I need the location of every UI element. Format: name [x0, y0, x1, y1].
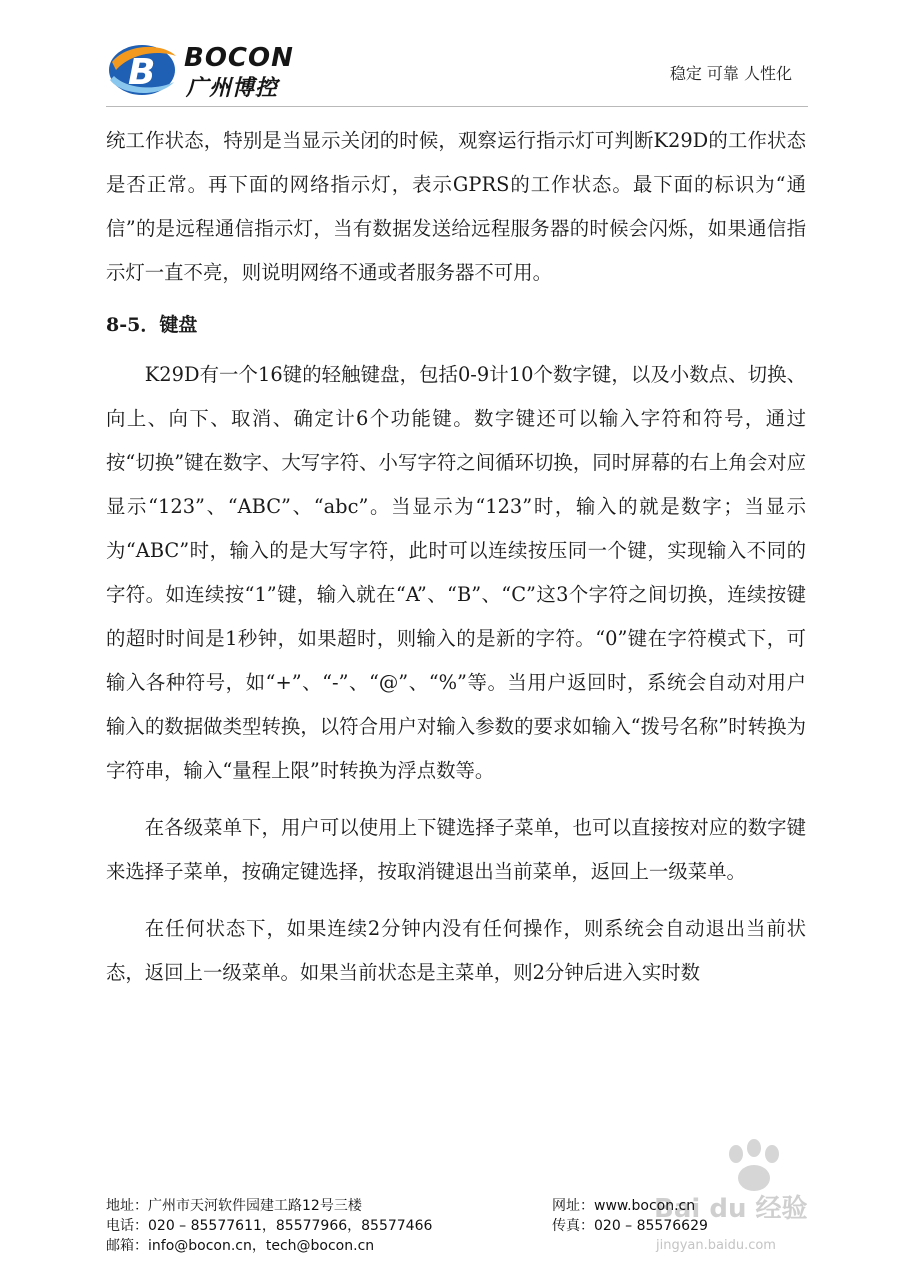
- footer-address: 地址：广州市天河软件园建工路12号三楼: [106, 1198, 362, 1214]
- header-divider: [106, 106, 808, 107]
- footer-contact-left: [106, 1196, 546, 1256]
- paragraph-4: 在任何状态下，如果连续2分钟内没有任何操作，则系统会自动退出当前状态，返回上一级菜单。如果当前状态是主菜单，则2分钟后进入实时数: [106, 917, 806, 984]
- paw-icon: [720, 1138, 790, 1194]
- footer-contact-right: [552, 1196, 806, 1236]
- logo-emblem-icon: [106, 40, 178, 98]
- bocon-logo: [106, 40, 316, 101]
- footer-website: 网址：www.bocon.cn: [552, 1198, 696, 1214]
- document-body: [106, 119, 806, 995]
- watermark-url: jingyan.baidu.com: [656, 1238, 776, 1253]
- footer-fax: 传真：020 – 85576629: [552, 1218, 708, 1234]
- watermark-text: Bai du 经验: [654, 1194, 808, 1224]
- brand-name-cn: 广州博控: [186, 76, 279, 101]
- paragraph-3: 在各级菜单下，用户可以使用上下键选择子菜单，也可以直接按对应的数字键来选择子菜单，按确定键选择，按取消键退出当前菜单，返回上一级菜单。: [106, 816, 806, 883]
- paragraph-gap: [106, 894, 806, 907]
- paragraph-1: 统工作状态，特别是当显示关闭的时候，观察运行指示灯可判断K29D的工作状态是否正常。再下面的网络指示灯，表示GPRS的工作状态。最下面的标识为“通信”的是远程通信指示灯，当有数据发送给远程服务器的时候会闪烁，如果通信指示灯一直不亮，则说明网络不通或者服务器不可用。: [106, 129, 806, 284]
- page-footer: [106, 1196, 806, 1256]
- section-heading: 8-5．键盘: [106, 314, 198, 336]
- footer-phone: 电话：020 – 85577611，85577966，85577466: [106, 1218, 433, 1234]
- footer-email: 邮箱：info@bocon.cn，tech@bocon.cn: [106, 1238, 375, 1254]
- brand-name-en: BOCON: [184, 43, 294, 73]
- paragraph-2: K29D有一个16键的轻触键盘，包括0-9计10个数字键，以及小数点、切换、向上、向下、取消、确定计6个功能键。数字键还可以输入字符和符号，通过按“切换”键在数字、大写字符、小写字符之间循环切换，同时屏幕的右上角会对应显示“123”、“ABC”、“abc”。当显示为“123”时，输入的就是数字；当显示为“ABC”时，输入的是大写字符，此时可以连续按压同一个键，实现输入不同的字符。如连续按“1”键，输入就在“A”、“B”、“C”这3个字符之间切换，连续按键的超时时间是1秒钟，如果超时，则输入的是新的字符。“0”键在字符模式下，可输入各种符号，如“+”、“-”、“@”、“%”等。当用户返回时，系统会自动对用户输入的数据做类型转换，以符合用户对输入参数的要求如输入“拨号名称”时转换为字符串，输入“量程上限”时转换为浮点数等。: [106, 363, 806, 782]
- paragraph-gap: [106, 793, 806, 806]
- page-header: [0, 0, 904, 110]
- slogan: 稳定 可靠 人性化: [669, 64, 792, 83]
- logo-letter: B: [128, 52, 156, 93]
